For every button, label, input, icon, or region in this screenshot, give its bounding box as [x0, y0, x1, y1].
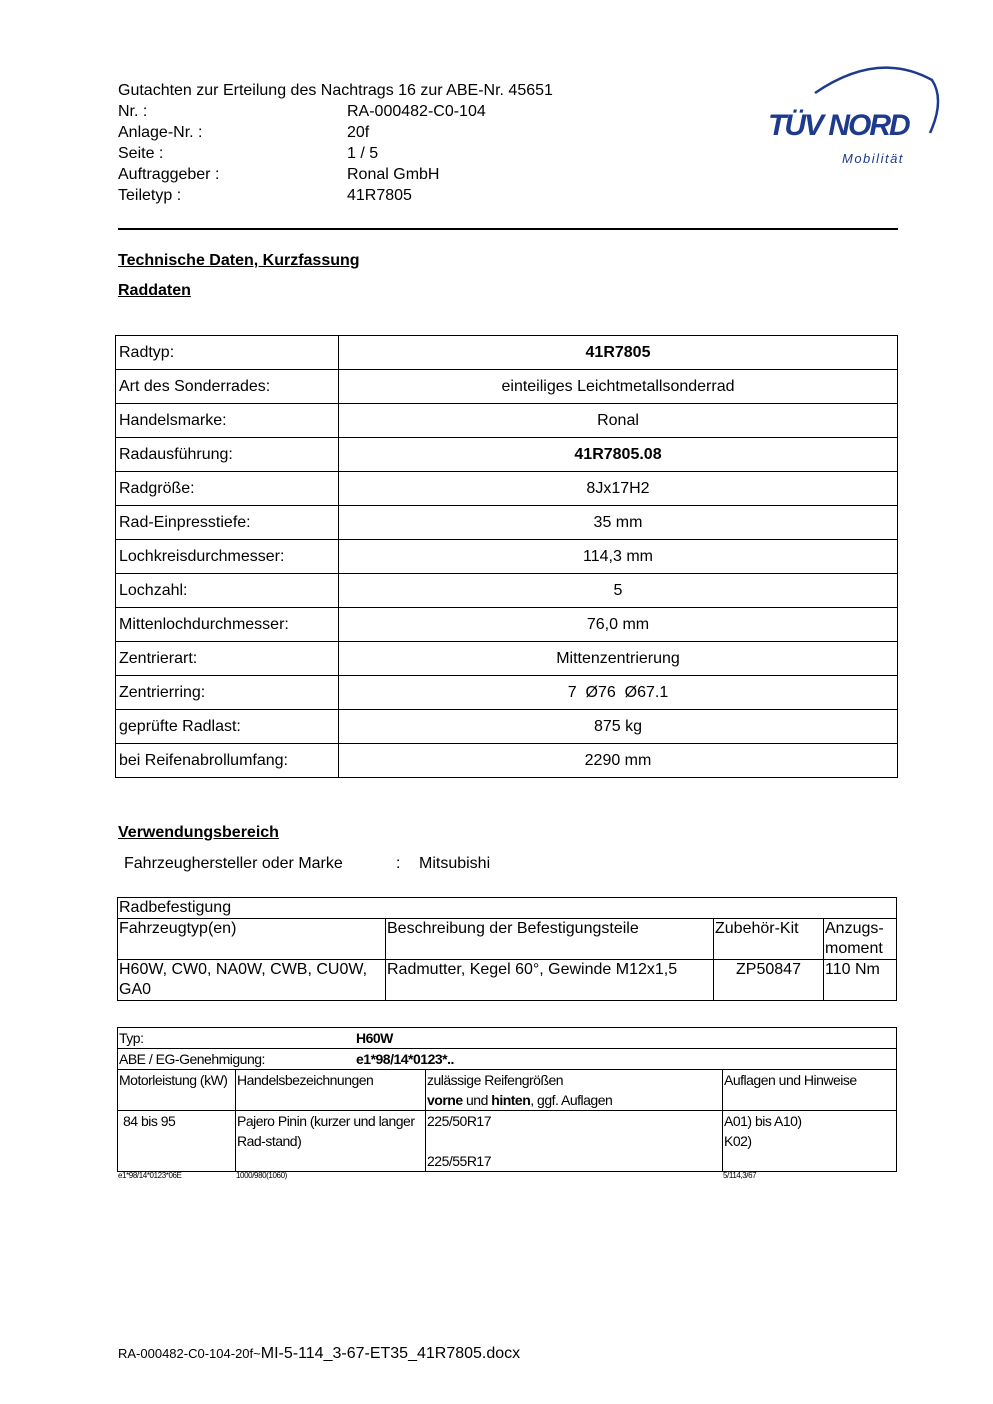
row-label: Lochkreisdurchmesser: [116, 540, 339, 574]
table-row [118, 898, 897, 919]
footnote-load: 1000/980(1060) [236, 1171, 287, 1180]
header-row-teiletyp [118, 185, 638, 206]
row-label: Radausführung: [116, 438, 339, 472]
approval-label: ABE / EG-Genehmigung: [119, 1051, 265, 1067]
header-value: 20f [347, 124, 370, 141]
notes [723, 1111, 897, 1172]
header-value: Ronal GmbH [347, 166, 440, 183]
header-label: Teiletyp : [118, 187, 182, 204]
row-label: Lochzahl: [116, 574, 339, 608]
header-row-auftraggeber [118, 164, 638, 185]
header-divider [118, 228, 898, 230]
table-row [118, 960, 897, 1001]
table-row [116, 744, 898, 778]
approval-value: e1*98/14*0123*.. [356, 1051, 454, 1067]
row-value: 41R7805.08 [339, 438, 898, 472]
tyre-size: 225/55R17 [427, 1153, 492, 1169]
trade-names: Pajero Pinin (kurzer und langer Rad-stand) [236, 1111, 426, 1172]
note: K02) [724, 1133, 752, 1149]
header-label: Anlage-Nr. : [118, 124, 203, 141]
tyres-header-line1: zulässige Reifengrößen [427, 1072, 564, 1088]
header-value: 1 / 5 [347, 145, 379, 162]
row-value: 114,3 mm [339, 540, 898, 574]
tyres-front: vorne [427, 1092, 463, 1108]
table-row [116, 438, 898, 472]
row-value: Mittenzentrierung [339, 642, 898, 676]
document-header [118, 80, 638, 206]
mounting-table [117, 897, 897, 1001]
column-header: Handelsbezeichnungen [236, 1070, 426, 1111]
row-value: 8Jx17H2 [339, 472, 898, 506]
section-title-tech: Technische Daten, Kurzfassung [118, 252, 360, 269]
table-row [116, 506, 898, 540]
manufacturer-value: Mitsubishi [419, 855, 491, 872]
column-header: Fahrzeugtyp(en) [118, 919, 386, 960]
tyre-sizes [426, 1111, 723, 1172]
row-value: 7 Ø76 Ø67.1 [339, 676, 898, 710]
table-row [116, 642, 898, 676]
row-label: Zentrierring: [116, 676, 339, 710]
footnote-pcd: 5/114,3/67 [723, 1171, 757, 1180]
row-label: Rad-Einpresstiefe: [116, 506, 339, 540]
tyres-post: , ggf. Auflagen [530, 1092, 613, 1108]
table-row [116, 574, 898, 608]
table-row [116, 370, 898, 404]
header-row-anlage [118, 122, 638, 143]
header-row-nr [118, 101, 638, 122]
type-value: H60W [356, 1030, 393, 1046]
row-value: einteiliges Leichtmetallsonderrad [339, 370, 898, 404]
row-label: Zentrierart: [116, 642, 339, 676]
row-label: bei Reifenabrollumfang: [116, 744, 339, 778]
row-label: Handelsmarke: [116, 404, 339, 438]
page-footer [118, 1345, 520, 1363]
header-label: Auftraggeber : [118, 166, 220, 183]
table-row [116, 676, 898, 710]
row-value: Ronal [339, 404, 898, 438]
svg-text:TÜV NORD: TÜV NORD [768, 109, 909, 142]
footer-filename: MI-5-114_3-67-ET35_41R7805.docx [260, 1345, 521, 1362]
tuv-nord-logo [760, 55, 945, 170]
table-row [118, 1111, 897, 1172]
row-label: geprüfte Radlast: [116, 710, 339, 744]
mounting-title: Radbefestigung [118, 898, 897, 919]
accessory-kit: ZP50847 [714, 960, 824, 1001]
row-value: 76,0 mm [339, 608, 898, 642]
column-header: Beschreibung der Befestigungsteile [386, 919, 714, 960]
row-label: Radgröße: [116, 472, 339, 506]
table-header-row [118, 919, 897, 960]
header-label: Seite : [118, 145, 164, 162]
tyres-and: und [462, 1092, 492, 1108]
row-value: 41R7805 [339, 336, 898, 370]
table-row [116, 710, 898, 744]
table-row [116, 336, 898, 370]
vehicle-types: H60W, CW0, NA0W, CWB, CU0W, GA0 [118, 960, 386, 1001]
tyres-header-line2 [427, 1090, 721, 1110]
document-title: Gutachten zur Erteilung des Nachtrags 16 zur ABE-Nr. 45651 [118, 82, 553, 99]
column-header-tyres [426, 1070, 723, 1111]
row-value: 2290 mm [339, 744, 898, 778]
row-label: Radtyp: [116, 336, 339, 370]
table-header-row [118, 1070, 897, 1111]
column-header: Motorleistung (kW) [118, 1070, 236, 1111]
table-row [118, 1049, 897, 1070]
header-row-seite [118, 143, 638, 164]
note: A01) bis A10) [724, 1113, 802, 1129]
footer-prefix: RA-000482-C0-104-20f~ [118, 1346, 261, 1361]
row-value: 35 mm [339, 506, 898, 540]
section-title-usage: Verwendungsbereich [118, 824, 279, 841]
column-header: Auflagen und Hinweise [723, 1070, 897, 1111]
logo-subtitle: Mobilität [842, 151, 904, 166]
vehicle-type-table [117, 1027, 897, 1172]
type-row [118, 1028, 897, 1049]
approval-row [118, 1049, 897, 1070]
tightening-torque: 110 Nm [824, 960, 897, 1001]
header-value: 41R7805 [347, 187, 412, 204]
manufacturer-separator: : [396, 855, 401, 872]
type-label: Typ: [119, 1030, 144, 1046]
column-header: Anzugs-moment [824, 919, 897, 960]
column-header: Zubehör-Kit [714, 919, 824, 960]
table-row [116, 404, 898, 438]
engine-power: 84 bis 95 [118, 1111, 236, 1172]
manufacturer-label: Fahrzeughersteller oder Marke [124, 855, 343, 872]
row-label: Art des Sonderrades: [116, 370, 339, 404]
table-row [116, 608, 898, 642]
table-row [118, 1028, 897, 1049]
wheel-data-table [115, 335, 898, 778]
row-value: 875 kg [339, 710, 898, 744]
tyres-rear: hinten [491, 1092, 531, 1108]
row-label: Mittenlochdurchmesser: [116, 608, 339, 642]
section-title-wheel: Raddaten [118, 282, 191, 299]
footnote-approval: e1*98/14*0123*06E [118, 1171, 182, 1180]
row-value: 5 [339, 574, 898, 608]
tyre-size: 225/50R17 [427, 1113, 492, 1129]
table-row [116, 540, 898, 574]
table-row [116, 472, 898, 506]
fastener-description: Radmutter, Kegel 60°, Gewinde M12x1,5 [386, 960, 714, 1001]
header-value: RA-000482-C0-104 [347, 103, 486, 120]
header-label: Nr. : [118, 103, 148, 120]
